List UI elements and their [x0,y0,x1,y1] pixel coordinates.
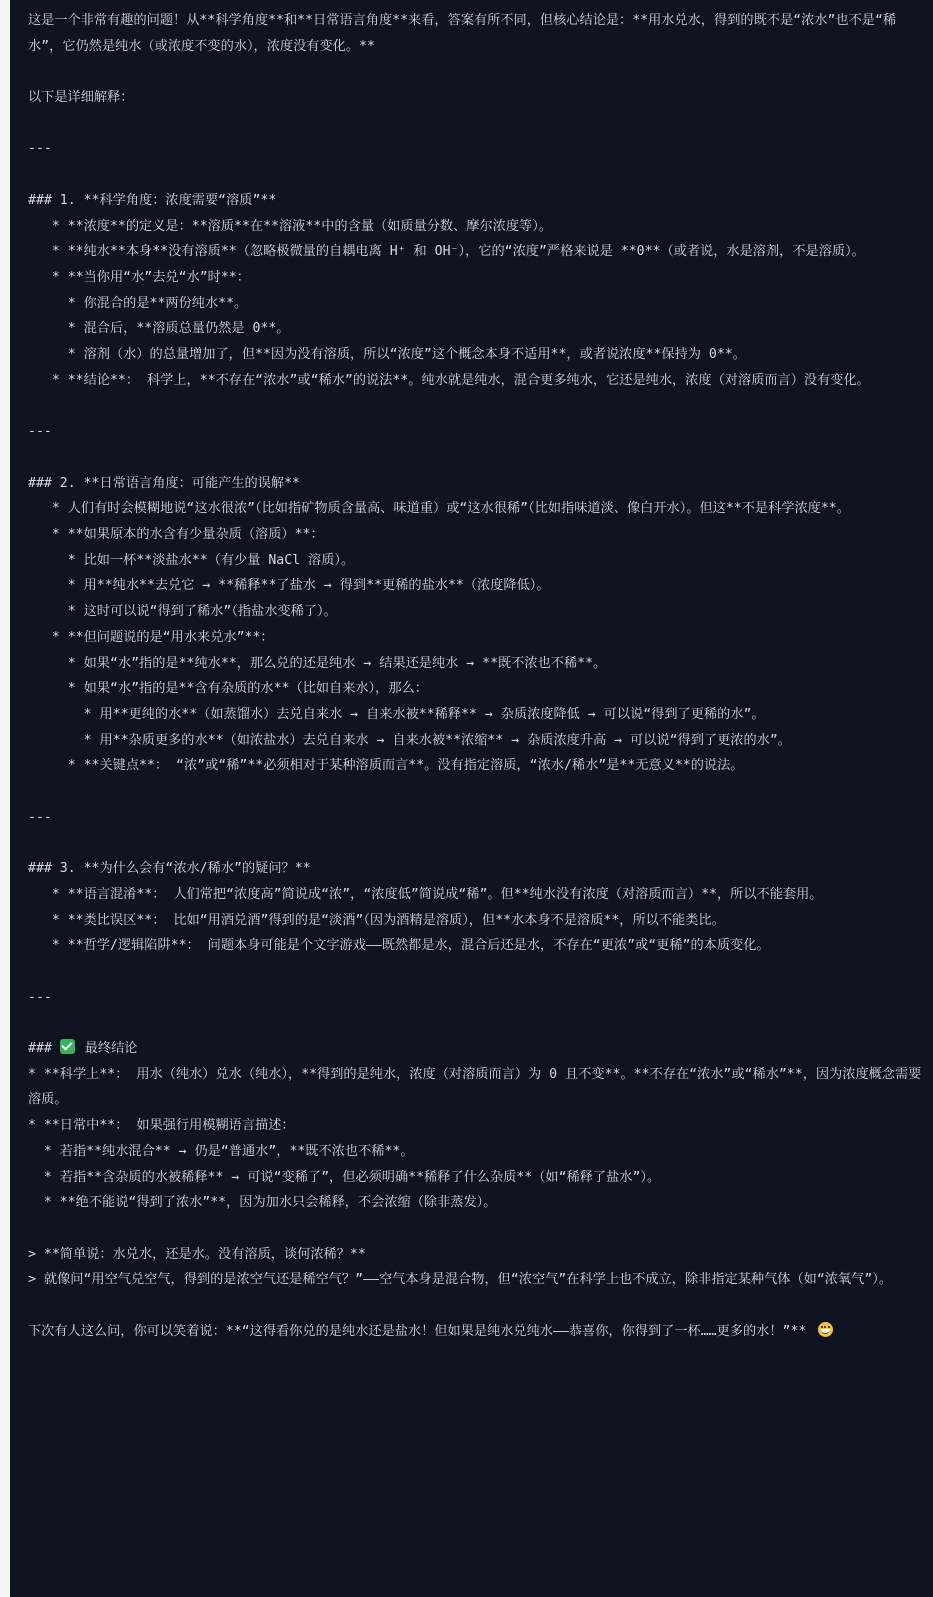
response-text [28,8,923,1344]
text-line: --- [28,141,52,157]
text-line [28,394,923,420]
text-line: --- [28,989,52,1005]
text-line: * **当你用“水”去兑“水”时**： [28,269,250,285]
text-line: * 如果“水”指的是**纯水**，那么兑的还是纯水 → 结果还是纯水 → **既不浓也不稀**。 [28,655,607,671]
chat-response-panel [10,0,933,1597]
text-line [28,111,923,137]
line-text: ### [28,1040,60,1056]
text-line: --- [28,424,52,440]
text-line: * **绝不能说“得到了浓水”**，因为加水只会稀释，不会浓缩（除非蒸发）。 [28,1195,497,1211]
text-line: * 溶剂（水）的总量增加了，但**因为没有溶质，所以“浓度”这个概念本身不适用**，或者说浓度**保持为 0**。 [28,347,746,363]
text-line: * 你混合的是**两份纯水**。 [28,295,248,311]
text-line [28,445,923,471]
text-line [28,162,923,188]
text-line: * 这时可以说“得到了稀水”（指盐水变稀了）。 [28,604,337,620]
text-line: * 比如一杯**淡盐水**（有少量 NaCl 溶质）。 [28,552,355,568]
text-line [28,1319,923,1345]
text-line: * 用**杂质更多的水**（如浓盐水）去兑自来水 → 自来水被**浓缩** → 杂质浓度升高 → 可以说“得到了更浓的水”。 [28,732,791,748]
text-line: * **哲学/逻辑陷阱**： 问题本身可能是个文字游戏——既然都是水，混合后还是水，不存在“更浓”或“更稀”的本质变化。 [28,938,770,954]
text-line: * 用**更纯的水**（如蒸馏水）去兑自来水 → 自来水被**稀释** → 杂质浓度降低 → 可以说“得到了更稀的水”。 [28,706,765,722]
text-line: * 如果“水”指的是**含有杂质的水**（比如自来水），那么： [28,681,428,697]
text-line: * **如果原本的水含有少量杂质（溶质）**： [28,526,324,542]
text-line: ### 3. **为什么会有“浓水/稀水”的疑问？** [28,861,311,877]
text-line: * **结论**： 科学上，**不存在“浓水”或“稀水”的说法**。纯水就是纯水，混合更多纯水，它还是纯水，浓度（对溶质而言）没有变化。 [28,372,870,388]
text-line: 这是一个非常有趣的问题！从**科学角度**和**日常语言角度**来看，答案有所不同，但核心结论是：**用水兑水，得到的既不是“浓水”也不是“稀水”，它仍然是纯水（或浓度不变的水），浓度没有变化。** [28,13,897,54]
text-line [28,779,923,805]
text-line: ### 1. **科学角度：浓度需要“溶质”** [28,192,277,208]
text-line: * **浓度**的定义是：**溶质**在**溶液**中的含量（如质量分数、摩尔浓度等）。 [28,218,553,234]
line-text: 最终结论 [76,1040,138,1056]
text-line [28,1216,923,1242]
text-line: ### 2. **日常语言角度：可能产生的误解** [28,475,300,491]
line-text: 下次有人这么问，你可以笑着说：**“这得看你兑的是纯水还是盐水！但如果是纯水兑纯水——恭喜你，你得到了一杯……更多的水！”** [28,1323,815,1339]
text-line: * 若指**含杂质的水被稀释** → 可说“变稀了”，但必须明确**稀释了什么杂质**（如“稀释了盐水”）。 [28,1169,661,1185]
text-line [28,830,923,856]
text-line: > **简单说：水兑水，还是水。没有溶质，谈何浓稀？** [28,1246,366,1262]
text-line: * 混合后，**溶质总量仍然是 0**。 [28,321,290,337]
text-line [28,1010,923,1036]
text-line [28,59,923,85]
text-line [28,1036,923,1062]
text-line: * **日常中**： 如果强行用模糊语言描述： [28,1118,295,1134]
text-line: * 若指**纯水混合** → 仍是“普通水”，**既不浓也不稀**。 [28,1143,414,1159]
text-line: * **纯水**本身**没有溶质**（忽略极微量的自耦电离 H⁺ 和 OH⁻），它的“浓度”严格来说是 **0**（或者说，水是溶剂，不是溶质）。 [28,244,865,260]
text-line [28,1293,923,1319]
text-line: * **语言混淆**： 人们常把“浓度高”简说成“浓”，“浓度低”简说成“稀”。但**纯水没有浓度（对溶质而言）**，所以不能套用。 [28,886,823,902]
text-line: * 用**纯水**去兑它 → **稀释**了盐水 → 得到**更稀的盐水**（浓度降低）。 [28,578,550,594]
text-line: * **但问题说的是“用水来兑水”**： [28,629,274,645]
text-line: * **关键点**： “浓”或“稀”**必须相对于某种溶质而言**。没有指定溶质，“浓水/稀水”是**无意义**的说法。 [28,758,744,774]
check-mark-icon [60,1039,75,1054]
text-line: * **类比误区**： 比如“用酒兑酒”得到的是“淡酒”（因为酒精是溶质），但**水本身不是溶质**，所以不能类比。 [28,912,725,928]
text-line: * **科学上**： 用水（纯水）兑水（纯水），**得到的是纯水，浓度（对溶质而言）为 0 且不变**。**不存在“浓水”或“稀水”**，因为浓度概念需要溶质。 [28,1066,922,1108]
text-line: --- [28,809,52,825]
text-line: 以下是详细解释： [28,90,134,106]
text-line: * 人们有时会模糊地说“这水很浓”（比如指矿物质含量高、味道重）或“这水很稀”（比如指味道淡、像白开水）。但这**不是科学浓度**。 [28,501,850,517]
text-line: > 就像问“用空气兑空气，得到的是浓空气还是稀空气？”——空气本身是混合物，但“浓空气”在科学上也不成立，除非指定某种气体（如“浓氧气”）。 [28,1272,893,1288]
grinning-face-icon [818,1322,833,1337]
text-line [28,959,923,985]
